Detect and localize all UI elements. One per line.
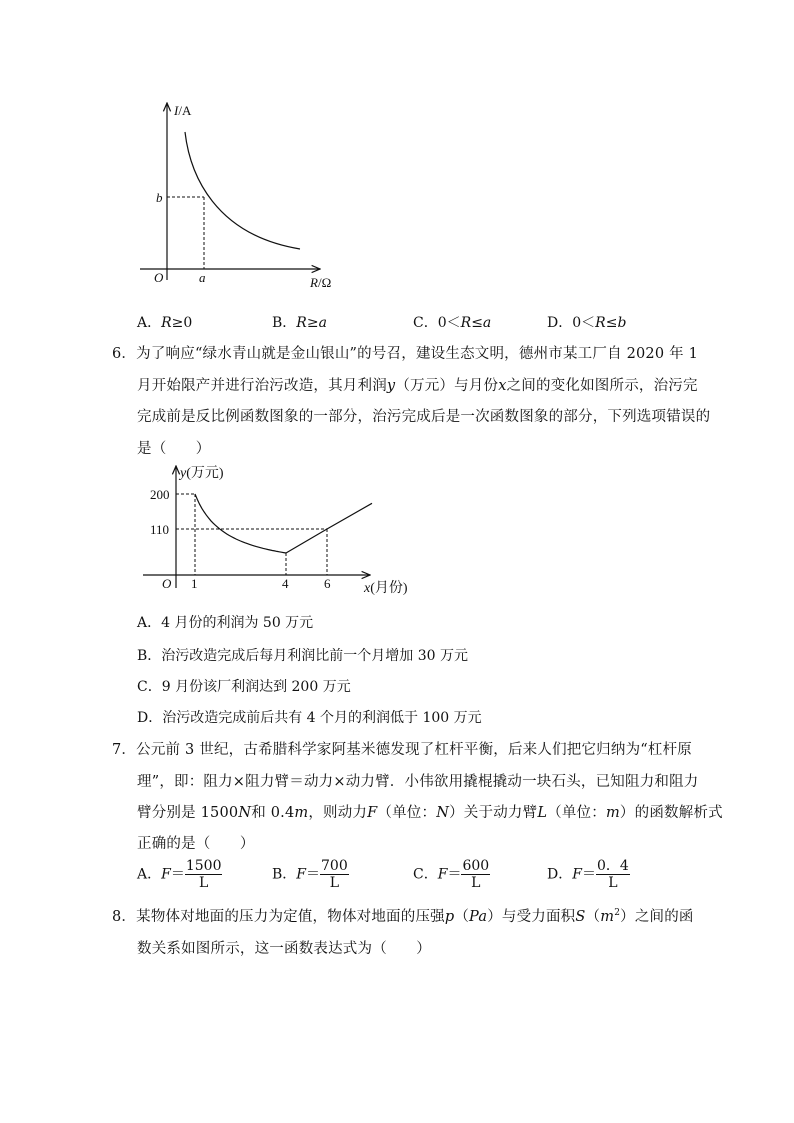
- x-tick-1: 1: [191, 576, 198, 591]
- option-var: F: [296, 866, 307, 883]
- var-x: x: [498, 378, 507, 394]
- q5-option-b[interactable]: [272, 312, 327, 332]
- numerator: 600: [462, 858, 490, 874]
- option-var2: a: [482, 315, 492, 331]
- q6-text: 之间的变化如图所示，治污完: [506, 378, 698, 394]
- q6-option-c[interactable]: C．9 月份该厂利润达到 200 万元: [137, 679, 351, 695]
- option-eq: ＝: [170, 866, 185, 883]
- q6-option-d[interactable]: D．治污改造完成前后共有 4 个月的利润低于 100 万元: [137, 710, 482, 726]
- q7-line-4: 正确的是（ ）: [137, 836, 255, 852]
- numerator: 0．4: [596, 858, 629, 874]
- superscript: 2: [614, 908, 621, 919]
- q8-text: （: [454, 909, 470, 925]
- option-letter: C．: [413, 315, 438, 331]
- option-var2: a: [318, 315, 327, 331]
- q6-line-1: [112, 342, 698, 363]
- option-text: ≥0: [171, 315, 193, 331]
- unit-n: N: [238, 805, 252, 821]
- option-eq: ＝: [581, 866, 596, 883]
- unit-m: m: [605, 805, 620, 821]
- var-y: y: [386, 378, 396, 394]
- question-number: 6．: [112, 346, 137, 362]
- q7-line-2: 理”，即：阻力×阻力臂＝动力×动力臂．小伟欲用撬棍撬动一块石头，已知阻力和阻力: [137, 774, 699, 790]
- q8-text: ）之间的函: [620, 909, 694, 925]
- q7-text: （单位：: [547, 805, 606, 821]
- fraction: [185, 858, 223, 891]
- linear-segment: [286, 503, 372, 553]
- numerator: 1500: [185, 858, 222, 874]
- q7-text: （单位：: [377, 805, 437, 821]
- inverse-segment: [195, 494, 286, 553]
- q7-option-a[interactable]: [137, 858, 222, 891]
- option-text: ≤: [605, 315, 618, 331]
- option-text: ≤: [471, 315, 483, 331]
- denominator: L: [471, 875, 481, 891]
- option-eq: ＝: [306, 866, 321, 883]
- q8-text: ）与受力面积: [487, 909, 576, 925]
- y-tick-200: 200: [150, 487, 170, 502]
- y-tick-110: 110: [150, 522, 170, 537]
- numerator: 700: [321, 858, 348, 874]
- q8-line-2: 数关系如图所示，这一函数表达式为（ ）: [137, 941, 431, 957]
- q6-text: （万元）与月份: [395, 378, 499, 394]
- option-var: F: [161, 866, 171, 883]
- q7-line-3: [137, 801, 723, 822]
- graph-profit-month: [138, 460, 428, 600]
- inverse-curve: [185, 132, 300, 249]
- q7-text: ）关于动力臂: [449, 805, 538, 821]
- option-letter: B．: [272, 866, 297, 883]
- var-f: F: [367, 805, 378, 821]
- x-tick-6: 6: [324, 576, 331, 591]
- denominator: L: [608, 875, 618, 891]
- option-pre: 0＜: [437, 315, 461, 331]
- y-axis-label: y(万元): [180, 466, 224, 481]
- option-letter: D．: [547, 315, 573, 331]
- q7-text: ）的函数解析式: [619, 805, 723, 821]
- q7-text: ，则动力: [308, 805, 368, 821]
- option-var: R: [161, 315, 172, 331]
- x-tick-4: 4: [282, 576, 289, 591]
- x-axis-label: x(月份): [364, 581, 408, 596]
- denominator: L: [199, 875, 209, 891]
- q6-line-4: 是（ ）: [137, 441, 211, 457]
- q8-text: 某物体对地面的压力为定值，物体对地面的压强: [136, 909, 445, 925]
- option-var: R: [460, 315, 472, 331]
- option-eq: ＝: [447, 866, 462, 883]
- q5-option-d[interactable]: [547, 312, 626, 332]
- denominator: L: [329, 875, 340, 891]
- q7-text: 公元前 3 世纪，古希腊科学家阿基米德发现了杠杆平衡，后来人们把它归纳为“杠杆原: [136, 742, 692, 758]
- q8-line-1: [112, 905, 694, 926]
- q8-text: （: [585, 909, 601, 925]
- var-l: L: [537, 805, 548, 821]
- option-text: ≥: [306, 315, 319, 331]
- option-letter: A．: [137, 315, 162, 331]
- var-p: p: [444, 909, 455, 925]
- graph-current-resistance: [130, 95, 360, 295]
- fraction: [596, 858, 630, 891]
- origin-label: O: [162, 576, 172, 591]
- q6-option-b[interactable]: B．治污改造完成后每月利润比前一个月增加 30 万元: [137, 648, 469, 664]
- q7-option-d[interactable]: [547, 858, 630, 891]
- option-letter: D．: [547, 866, 573, 883]
- q6-option-a[interactable]: A．4 月份的利润为 50 万元: [137, 615, 314, 631]
- option-letter: A．: [137, 866, 162, 883]
- q7-option-c[interactable]: [413, 858, 490, 891]
- q6-text: 为了响应“绿水青山就是金山银山”的号召，建设生态文明，德州市某工厂自 2020 年 1: [136, 346, 699, 362]
- fraction: [320, 858, 349, 891]
- option-var: R: [595, 315, 606, 331]
- q5-option-c[interactable]: [413, 312, 491, 332]
- point-b-label: b: [156, 190, 163, 205]
- unit-m: m: [600, 909, 615, 925]
- unit-n: N: [436, 805, 450, 821]
- question-number: 7．: [112, 742, 137, 758]
- point-a-label: a: [199, 270, 206, 285]
- q6-text: 月开始限产并进行治污改造，其月利润: [137, 378, 387, 394]
- option-var: F: [572, 866, 582, 883]
- q7-line-1: [112, 738, 692, 759]
- q7-text: 和 0.4: [251, 805, 295, 821]
- option-var2: b: [617, 315, 627, 331]
- origin-label: O: [154, 270, 164, 285]
- var-s: S: [575, 909, 586, 925]
- option-letter: B．: [272, 315, 297, 331]
- question-number: 8．: [112, 909, 137, 925]
- q6-line-2: [137, 374, 698, 395]
- option-var: R: [296, 315, 307, 331]
- q7-text: 臂分别是 1500: [137, 805, 239, 821]
- q5-option-a[interactable]: [137, 312, 192, 332]
- fraction: [461, 858, 490, 891]
- option-pre: 0＜: [572, 315, 596, 331]
- unit-m: m: [294, 805, 309, 821]
- option-var: F: [437, 866, 448, 883]
- x-axis-label: R/Ω: [310, 275, 332, 290]
- q6-line-3: 完成前是反比例函数图象的一部分，治污完成后是一次函数图象的部分，下列选项错误的: [137, 409, 711, 425]
- option-letter: C．: [413, 866, 438, 883]
- q7-option-b[interactable]: [272, 858, 349, 891]
- unit-pa: Pa: [469, 909, 488, 925]
- y-axis-label: I/A: [174, 103, 192, 118]
